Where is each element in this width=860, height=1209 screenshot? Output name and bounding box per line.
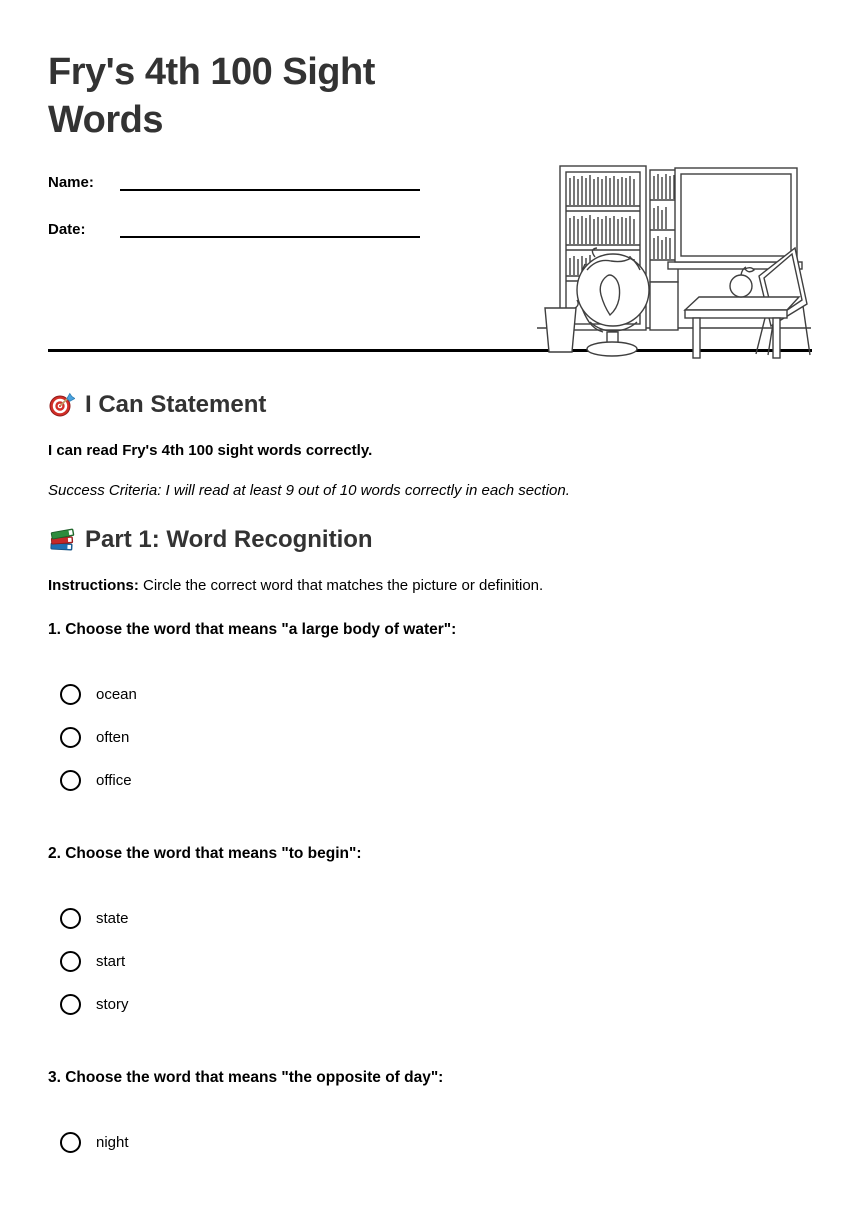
radio-button[interactable] <box>60 951 81 972</box>
option-row <box>60 907 812 931</box>
target-dart-icon <box>48 391 75 418</box>
classroom-illustration <box>535 158 813 360</box>
question-3-options <box>60 1131 812 1155</box>
success-criteria-text: Success Criteria: I will read at least 9 out of 10 words correctly in each section. <box>48 481 570 499</box>
option-row <box>60 1131 812 1155</box>
option-row <box>60 950 812 974</box>
option-label: start <box>96 953 126 970</box>
part1-heading-text: Part 1: Word Recognition <box>85 525 373 553</box>
option-label: ocean <box>96 686 137 703</box>
name-input-line[interactable] <box>120 171 420 191</box>
radio-button[interactable] <box>60 994 81 1015</box>
option-label: office <box>96 772 132 789</box>
question-2: 2. Choose the word that means "to begin": <box>48 844 362 862</box>
option-row <box>60 993 812 1017</box>
radio-button[interactable] <box>60 684 81 705</box>
option-row <box>60 726 812 750</box>
radio-button[interactable] <box>60 727 81 748</box>
question-1: 1. Choose the word that means "a large body of water": <box>48 620 457 638</box>
instructions-text: Circle the correct word that matches the picture or definition. <box>143 576 544 594</box>
page-title: Fry's 4th 100 Sight Words <box>48 51 375 142</box>
option-label: story <box>96 996 129 1013</box>
option-label: night <box>96 1134 129 1151</box>
i-can-statement-text: I can read Fry's 4th 100 sight words correctly. <box>48 441 373 459</box>
option-row <box>60 769 812 793</box>
question-2-options <box>60 907 812 1017</box>
option-label: often <box>96 729 130 746</box>
radio-button[interactable] <box>60 770 81 791</box>
question-3: 3. Choose the word that means "the opposite of day": <box>48 1068 444 1086</box>
stacked-books-icon <box>48 526 75 553</box>
date-input-line[interactable] <box>120 218 420 238</box>
name-label: Name: <box>48 173 94 191</box>
part1-heading <box>48 526 812 554</box>
instructions-label: Instructions: <box>48 576 139 594</box>
date-label: Date: <box>48 220 86 238</box>
radio-button[interactable] <box>60 908 81 929</box>
question-1-options <box>60 683 812 793</box>
i-can-statement-heading <box>48 391 812 419</box>
option-label: state <box>96 910 129 927</box>
radio-button[interactable] <box>60 1132 81 1153</box>
i-can-heading-text: I Can Statement <box>85 390 267 418</box>
option-row <box>60 683 812 707</box>
instructions <box>48 577 812 594</box>
